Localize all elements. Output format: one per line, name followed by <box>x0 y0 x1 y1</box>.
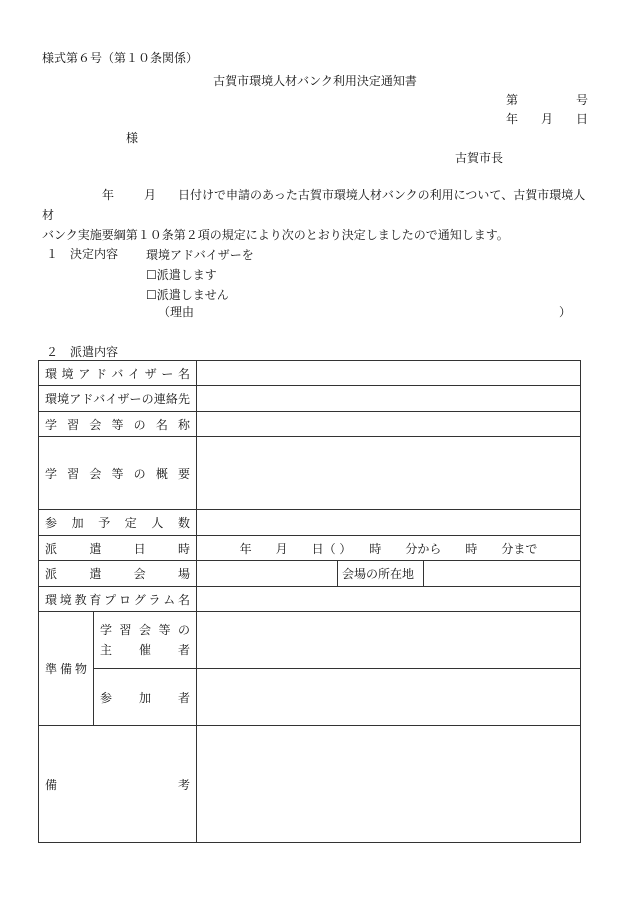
body-line-2: バンク実施要綱第１０条第２項の規定により次のとおり決定しましたので通知します。 <box>42 228 509 242</box>
value-advisor-contact[interactable] <box>197 386 581 412</box>
section1-title: 決定内容 <box>70 247 119 261</box>
decision-content <box>146 245 254 305</box>
organizer-line-2: 主催者 <box>100 643 191 657</box>
body-paragraph <box>42 185 587 245</box>
value-venue-address[interactable] <box>424 561 581 587</box>
reason-open: （理由 <box>158 305 195 319</box>
section1-heading <box>46 245 118 262</box>
label-event-summary: 学習会等の概要 <box>39 437 197 510</box>
option-dispatch[interactable]: ☐派遣します <box>146 268 217 282</box>
number-suffix: 号 <box>575 93 588 107</box>
section2-title: 派遣内容 <box>70 345 119 359</box>
body-line1-rest: 日付けで申請のあった古賀市環境人材バンクの利用について、古賀市環境人材 <box>42 188 586 222</box>
table-row <box>39 510 581 536</box>
label-venue: 派遣会場 <box>39 561 197 587</box>
table-row <box>39 536 581 561</box>
reason-close: ） <box>558 305 571 319</box>
issue-date <box>506 110 588 127</box>
label-supplies-participants: 参加者 <box>94 669 197 726</box>
label-supplies-organizer <box>94 612 197 669</box>
table-row <box>39 587 581 612</box>
organizer-line-1: 学習会等の <box>100 623 191 637</box>
label-remarks: 備考 <box>39 726 197 843</box>
reason-field[interactable] <box>146 303 571 320</box>
value-supplies-participants[interactable] <box>197 669 581 726</box>
date-year: 年 <box>506 112 519 126</box>
form-id: 様式第６号（第１０条関係） <box>42 51 199 65</box>
section1-number: １ <box>46 247 59 261</box>
label-participants-count: 参加予定人数 <box>39 510 197 536</box>
document-title: 古賀市環境人材バンク利用決定通知書 <box>213 74 417 88</box>
table-row <box>39 412 581 437</box>
label-event-name: 学習会等の名称 <box>39 412 197 437</box>
date-month: 月 <box>540 112 553 126</box>
value-dispatch-datetime[interactable]: 年 月 日（ ） 時 分から 時 分まで <box>197 536 581 561</box>
label-supplies: 準備物 <box>39 612 94 726</box>
option-no-dispatch[interactable]: ☐派遣しません <box>146 288 229 302</box>
table-row <box>39 437 581 510</box>
section2-number: ２ <box>46 345 59 359</box>
label-dispatch-datetime: 派遣日時 <box>39 536 197 561</box>
decision-lead: 環境アドバイザーを <box>146 248 254 262</box>
body-line-1 <box>42 185 587 225</box>
section2-heading <box>46 343 118 360</box>
table-row <box>39 361 581 386</box>
table-row <box>39 386 581 412</box>
table-row <box>39 726 581 843</box>
label-advisor-name: 環境アドバイザー名 <box>39 361 197 386</box>
value-advisor-name[interactable] <box>197 361 581 386</box>
body-month: 月 <box>144 188 157 202</box>
value-venue[interactable] <box>197 561 338 587</box>
body-year: 年 <box>102 188 115 202</box>
document-number <box>506 91 588 108</box>
issuer: 古賀市長 <box>455 151 504 165</box>
value-participants-count[interactable] <box>197 510 581 536</box>
table-row <box>39 669 581 726</box>
number-prefix: 第 <box>506 93 519 107</box>
date-day: 日 <box>575 112 588 126</box>
table-row <box>39 612 581 669</box>
table-row <box>39 561 581 587</box>
value-program-name[interactable] <box>197 587 581 612</box>
value-event-name[interactable] <box>197 412 581 437</box>
value-supplies-organizer[interactable] <box>197 612 581 669</box>
label-venue-address: 会場の所在地 <box>338 561 424 587</box>
label-advisor-contact: 環境アドバイザーの連絡先 <box>39 386 197 412</box>
addressee: 様 <box>126 131 139 145</box>
dispatch-table <box>38 360 581 843</box>
value-remarks[interactable] <box>197 726 581 843</box>
value-event-summary[interactable] <box>197 437 581 510</box>
label-program-name: 環境教育プログラム名 <box>39 587 197 612</box>
